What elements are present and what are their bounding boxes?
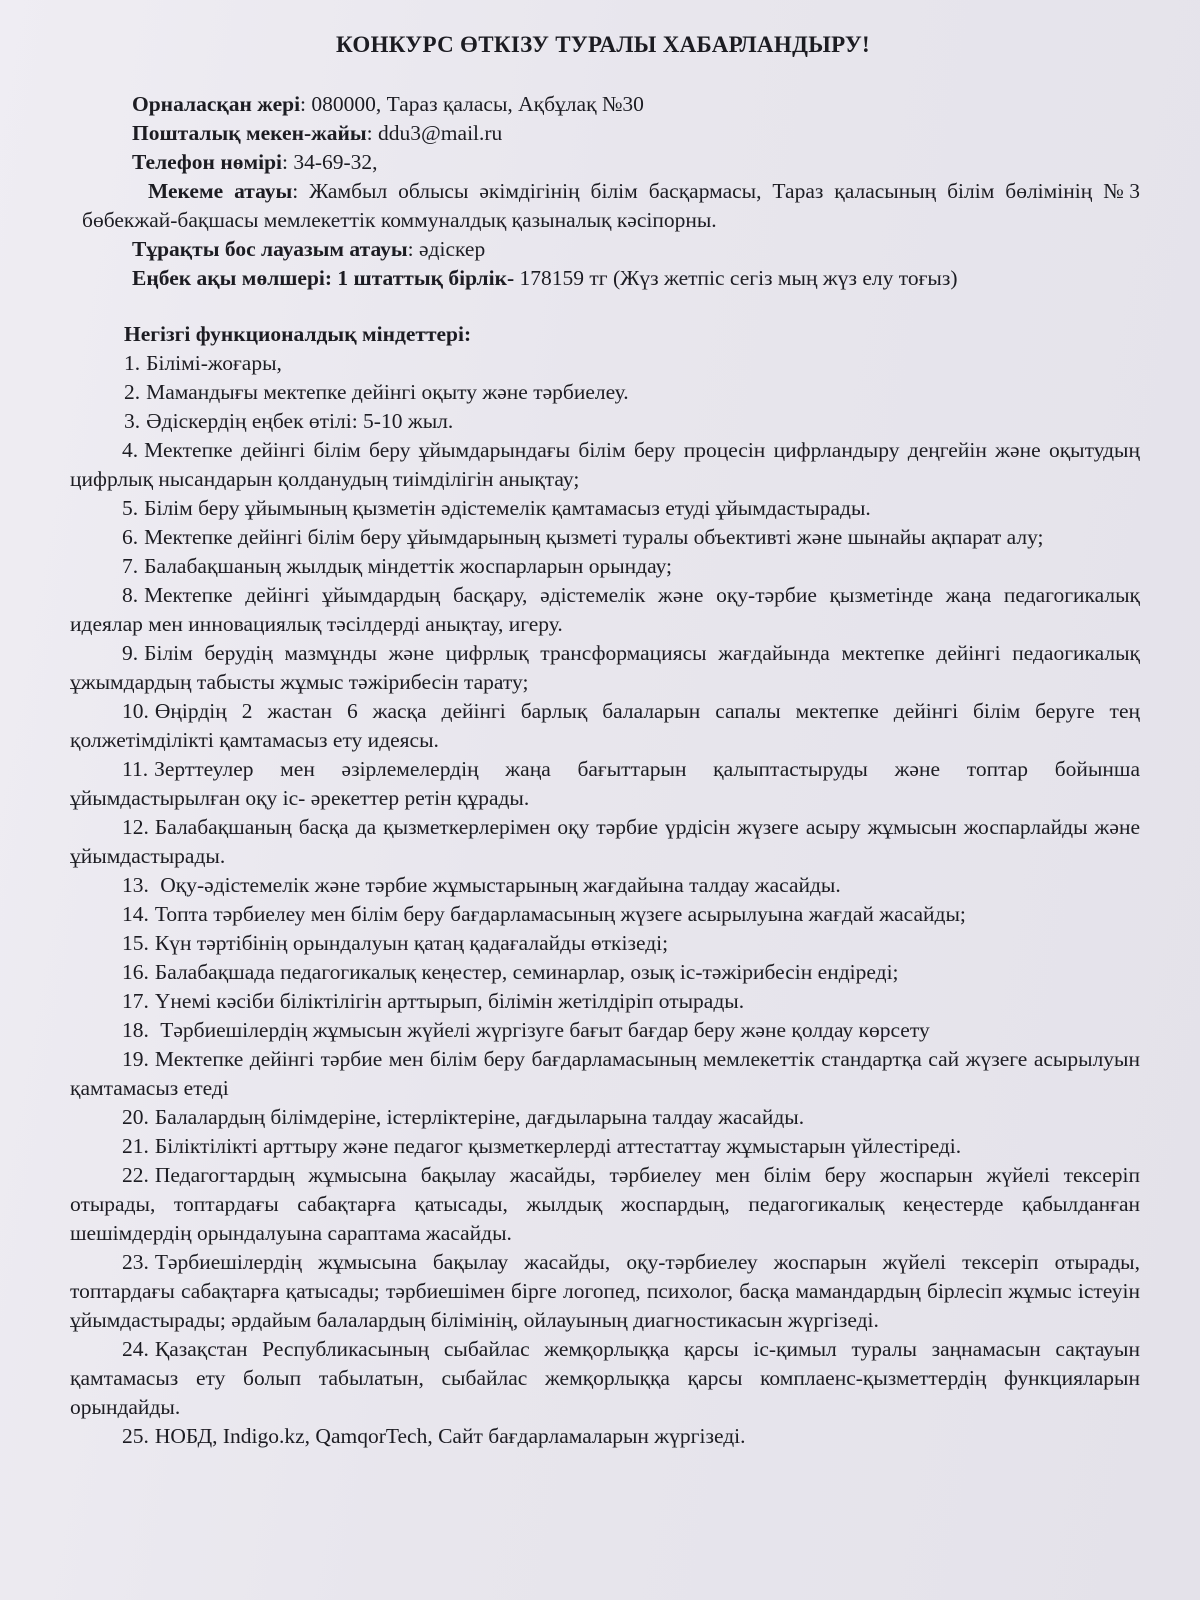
duty-number: 1.: [124, 351, 141, 375]
duty-item: [66, 1016, 1140, 1045]
duty-number: 22.: [122, 1163, 149, 1187]
duty-text: Мамандығы мектепке дейінгі оқыту және тәрбиелеу.: [146, 380, 629, 404]
page-title: КОНКУРС ӨТКІЗУ ТУРАЛЫ ХАБАРЛАНДЫРУ!: [335, 32, 871, 57]
duty-text: Күн тәртібінің орындалуын қатаң қадағалайды өткізеді;: [154, 931, 669, 955]
duty-item: [66, 1422, 1140, 1451]
duty-item: [66, 1132, 1140, 1161]
duty-item: [66, 900, 1140, 929]
duty-number: 19.: [122, 1047, 149, 1071]
email-label: Пошталық мекен-жайы: [132, 121, 367, 145]
duty-item: [66, 987, 1140, 1016]
duty-number: 8.: [122, 583, 139, 607]
location-value: : 080000, Тараз қаласы, Ақбұлақ №30: [300, 92, 644, 116]
duty-text: Мектепке дейінгі тәрбие мен білім беру бағдарламасының мемлекеттік стандартқа сай жүзеге асырылуын қамтамасыз етеді: [70, 1047, 1140, 1100]
duty-number: 25.: [122, 1424, 149, 1448]
duty-number: 15.: [122, 931, 149, 955]
phone-value: : 34-69-32,: [282, 150, 378, 174]
duty-item: [66, 697, 1140, 755]
info-block: [66, 90, 1140, 293]
salary-label: Еңбек ақы мөлшері: [132, 266, 325, 290]
vacancy-label: Тұрақты бос лауазым атауы: [132, 237, 408, 261]
duty-item: [66, 407, 1140, 436]
organization-row: [66, 177, 1140, 235]
duty-item: [66, 755, 1140, 813]
duty-text: Мектепке дейінгі білім беру ұйымдарының қызметі туралы объективті және шынайы ақпарат алу;: [144, 525, 1044, 549]
duty-text: Балалардың білімдеріне, істерліктеріне, дағдыларына талдау жасайды.: [154, 1105, 805, 1129]
duty-item: [66, 1248, 1140, 1335]
duties-list: [66, 349, 1140, 1451]
salary-value: 178159 тг (Жүз жетпіс сегіз мың жүз елу тоғыз): [514, 266, 958, 290]
duty-number: 4.: [122, 438, 139, 462]
duty-item: [66, 523, 1140, 552]
duty-text: Зерттеулер мен әзірлемелердің жаңа бағыттарын қалыптастыруды және топтар бойынша ұйымдастырылған оқу іс- әрекеттер ретін құрады.: [70, 757, 1140, 810]
duty-text: Топта тәрбиелеу мен білім беру бағдарламасының жүзеге асырылуына жағдай жасайды;: [154, 902, 966, 926]
duty-text: Білім беру ұйымының қызметін әдістемелік қамтамасыз етуді ұйымдастырады.: [144, 496, 871, 520]
duty-item: [66, 639, 1140, 697]
vacancy-value: : әдіскер: [407, 237, 486, 261]
duty-text: Оқу-әдістемелік және тәрбие жұмыстарының жағдайына талдау жасайды.: [154, 873, 841, 897]
duty-number: 21.: [122, 1134, 149, 1158]
duty-item: [66, 871, 1140, 900]
duty-number: 24.: [122, 1337, 149, 1361]
duty-number: 5.: [122, 496, 139, 520]
duty-text: НОБД, Indigo.kz, QamqorTech, Сайт бағдарламаларын жүргізеді.: [154, 1424, 746, 1448]
duty-text: Балабақшада педагогикалық кеңестер, семинарлар, озық іс-тәжірибесін ендіреді;: [154, 960, 899, 984]
duty-item: [66, 929, 1140, 958]
duty-number: 10.: [122, 699, 149, 723]
duty-text: Тәрбиешілердің жұмысына бақылау жасайды, оқу-тәрбиелеу жоспарын жүйелі тексеріп отырады, топтардағы сабақтарға қатысады; тәрбиешімен бірге логопед, психолог, басқа мамандардың бірлесіп жұмыс істеуін ұйымдастырады; әрдайым балалардың білімінің, ойлауының диагностикасын жүргізеді.: [70, 1250, 1140, 1332]
duty-item: [66, 581, 1140, 639]
duty-number: 9.: [122, 641, 139, 665]
duty-item: [66, 1335, 1140, 1422]
organization-value: : Жамбыл облысы әкімдігінің білім басқармасы, Тараз қаласының білім бөлімінің №3 бөбекжай-бақшасы мемлекеттік коммуналдық қазыналық кәсіпорны.: [82, 179, 1140, 232]
duty-text: Тәрбиешілердің жұмысын жүйелі жүргізуге бағыт бағдар беру және қолдау көрсету: [154, 1018, 930, 1042]
duty-text: Әдіскердің еңбек өтілі: 5-10 жыл.: [146, 409, 454, 433]
duty-number: 20.: [122, 1105, 149, 1129]
duty-number: 3.: [124, 409, 141, 433]
duty-item: [66, 958, 1140, 987]
duty-text: Мектепке дейінгі ұйымдардың басқару, әдістемелік және оқу-тәрбие қызметінде жаңа педагогикалық идеялар мен инновациялық тәсілдерді анықтау, игеру.: [70, 583, 1140, 636]
phone-row: [66, 148, 1140, 177]
duty-number: 11.: [122, 757, 149, 781]
duty-text: Балабақшаның басқа да қызметкерлерімен оқу тәрбие үрдісін жүзеге асыру жұмысын жоспарлайды және ұйымдастырады.: [70, 815, 1140, 868]
duty-number: 17.: [122, 989, 149, 1013]
duty-item: [66, 552, 1140, 581]
duty-text: Педагогтардың жұмысына бақылау жасайды, тәрбиелеу мен білім беру жоспарын жүйелі тексеріп отырады, топтардағы сабақтарға қатысады, жылдық жоспардың, педагогикалық кеңестерде қабылданған шешімдердің орындалуына сараптама жасайды.: [70, 1163, 1140, 1245]
email-value: : ddu3@mail.ru: [366, 121, 503, 145]
duty-number: 13.: [122, 873, 149, 897]
location-label: Орналасқан жері: [132, 92, 301, 116]
phone-label: Телефон нөмірі: [132, 150, 283, 174]
duty-text: Білімі-жоғары,: [146, 351, 282, 375]
vacancy-row: [66, 235, 1140, 264]
duty-number: 6.: [122, 525, 139, 549]
duty-item: [66, 436, 1140, 494]
duty-text: Үнемі кәсіби біліктілігін арттырып, білімін жетілдіріп отырады.: [154, 989, 745, 1013]
organization-label: Мекеме атауы: [148, 179, 293, 203]
duty-item: [66, 813, 1140, 871]
duty-text: Білім берудің мазмұнды және цифрлық трансформациясы жағдайында мектепке дейінгі педаогикалық ұжымдардың табысты жұмыс тәжірибесін тарату;: [70, 641, 1140, 694]
duty-text: Қазақстан Республикасының сыбайлас жемқорлыққа қарсы іс-қимыл туралы заңнамасын сақтауын қамтамасыз ету болып табылатын, сыбайлас жемқорлыққа қарсы комплаенс-қызметтердің функцияларын орындайды.: [70, 1337, 1140, 1419]
duty-number: 23.: [122, 1250, 149, 1274]
duty-number: 16.: [122, 960, 149, 984]
duty-number: 2.: [124, 380, 141, 404]
duty-text: Мектепке дейінгі білім беру ұйымдарындағы білім беру процесін цифрландыру деңгейін және оқытудың цифрлық нысандарын қолданудың тиімділігін анықтау;: [70, 438, 1140, 491]
duty-number: 18.: [122, 1018, 149, 1042]
salary-units: : 1 штаттық бірлік-: [324, 266, 515, 290]
email-row: [66, 119, 1140, 148]
duty-number: 12.: [122, 815, 149, 839]
location-row: [66, 90, 1140, 119]
duty-item: [66, 378, 1140, 407]
duties-heading: Негізгі функционалдық міндеттері:: [124, 322, 472, 346]
duty-number: 14.: [122, 902, 149, 926]
duty-item: [66, 349, 1140, 378]
duty-item: [66, 1103, 1140, 1132]
salary-row: [66, 264, 1140, 293]
duty-text: Өңірдің 2 жастан 6 жасқа дейінгі барлық балаларын сапалы мектепке дейінгі білім беруге тең қолжетімділікті қамтамасыз ету идеясы.: [70, 699, 1140, 752]
duty-item: [66, 1161, 1140, 1248]
duty-item: [66, 494, 1140, 523]
duty-number: 7.: [122, 554, 139, 578]
duty-text: Біліктілікті арттыру және педагог қызметкерлерді аттестаттау жұмыстарын үйлестіреді.: [154, 1134, 962, 1158]
duty-item: [66, 1045, 1140, 1103]
duty-text: Балабақшаның жылдық міндеттік жоспарларын орындау;: [144, 554, 673, 578]
